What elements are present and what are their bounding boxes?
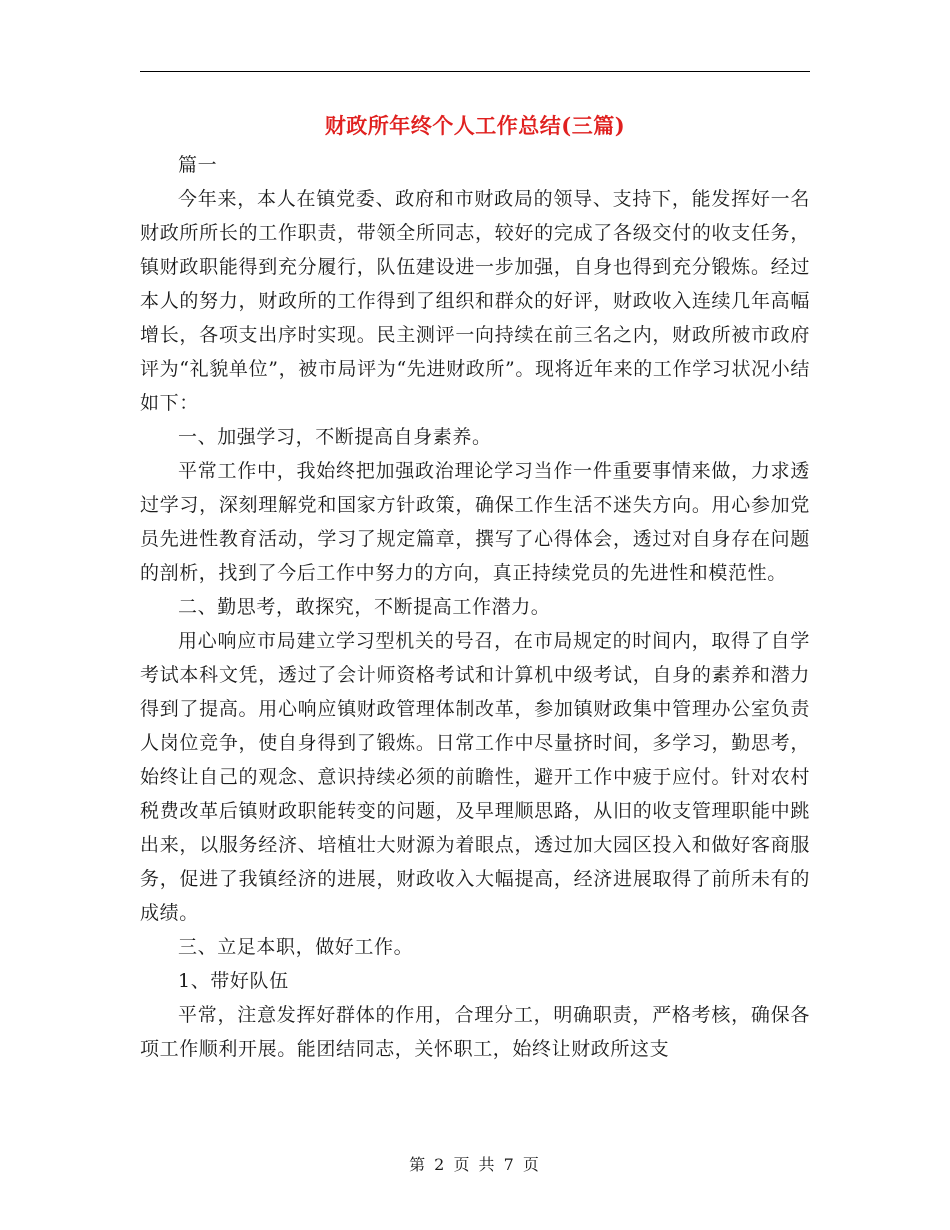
paragraph: 平常工作中，我始终把加强政治理论学习当作一件重要事情来做，力求透过学习，深刻理解党和国家方针政策，确保工作生活不迷失方向。用心参加党员先进性教育活动，学习了规定篇章，撰写了心得体会，透过对自身存在问题的剖析，找到了今后工作中努力的方向，真正持续党员的先进性和模范性。 [140, 460, 810, 584]
section-heading: 三、立足本职，做好工作。 [178, 936, 414, 958]
paragraph: 今年来，本人在镇党委、政府和市财政局的领导、支持下，能发挥好一名财政所所长的工作职责，带领全所同志，较好的完成了各级交付的收支任务，镇财政职能得到充分履行，队伍建设进一步加强，自身也得到充分锻炼。经过本人的努力，财政所的工作得到了组织和群众的好评，财政收入连续几年高幅增长，各项支出序时实现。民主测评一向持续在前三名之内，财政所被市政府评为“礼貌单位”，被市局评为“先进财政所”。现将近年来的工作学习状况小结如下： [140, 188, 810, 414]
paragraph: 用心响应市局建立学习型机关的号召，在市局规定的时间内，取得了自学考试本科文凭，透过了会计师资格考试和计算机中级考试，自身的素养和潜力得到了提高。用心响应镇财政管理体制改革，参加镇财政集中管理办公室负责人岗位竞争，使自身得到了锻炼。日常工作中尽量挤时间，多学习，勤思考，始终让自己的观念、意识持续必须的前瞻性，避开工作中疲于应付。针对农村税费改革后镇财政职能转变的问题，及早理顺思路，从旧的收支管理职能中跳出来，以服务经济、培植壮大财源为着眼点，透过加大园区投入和做好客商服务，促进了我镇经济的进展，财政收入大幅提高，经济进展取得了前所未有的成绩。 [140, 630, 810, 924]
document-body [140, 148, 810, 1066]
header-rule [140, 71, 810, 72]
subsection-heading: 1、带好队伍 [178, 970, 289, 992]
document-title: 财政所年终个人工作总结(三篇) [324, 113, 626, 138]
section-heading: 二、勤思考，敢探究，不断提高工作潜力。 [178, 596, 551, 618]
section-heading: 篇一 [178, 154, 218, 176]
page-number-footer: 第 2 页 共 7 页 [409, 1155, 541, 1174]
section-heading: 一、加强学习，不断提高自身素养。 [178, 426, 492, 448]
paragraph: 平常，注意发挥好群体的作用，合理分工，明确职责，严格考核，确保各项工作顺利开展。能团结同志，关怀职工，始终让财政所这支 [140, 1004, 810, 1060]
